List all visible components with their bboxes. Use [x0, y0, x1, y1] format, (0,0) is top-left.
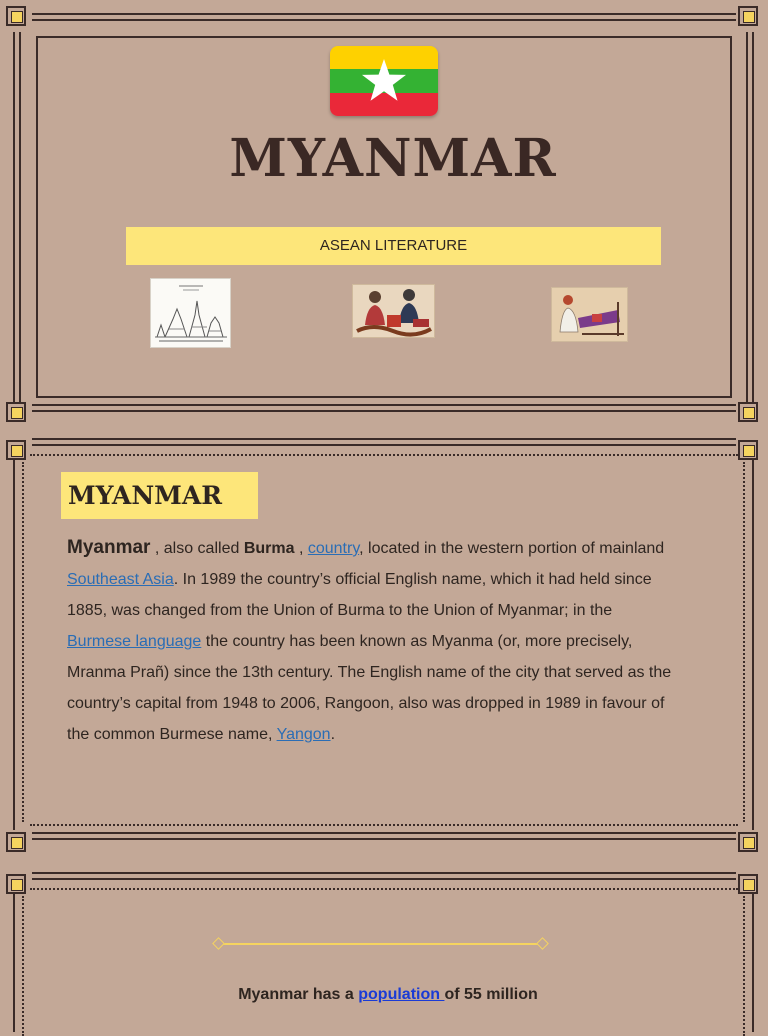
frame-outer-top [32, 13, 736, 15]
dotted-left [22, 462, 24, 822]
text-run: Myanmar has a [238, 986, 359, 1003]
frame-bottom [32, 838, 736, 840]
frame-top2 [32, 878, 736, 880]
banner-asean-literature: ASEAN LITERATURE [126, 227, 661, 265]
myanmar-flag-icon [330, 46, 438, 116]
link-southeast-asia[interactable]: Southeast Asia [67, 571, 174, 588]
link-population[interactable]: population [358, 986, 445, 1003]
frame-left [13, 892, 15, 1032]
frame-outer-bottom [32, 404, 736, 406]
frame-outer-right2 [752, 32, 754, 404]
corner-ornament [6, 440, 26, 460]
corner-ornament [6, 6, 26, 26]
link-yangon[interactable]: Yangon [276, 726, 331, 743]
dotted-right [743, 462, 745, 822]
frame-outer-left2 [19, 32, 21, 404]
corner-ornament [6, 874, 26, 894]
corner-ornament [6, 832, 26, 852]
country-name: Myanmar [67, 537, 151, 558]
text-run: . In 1989 the country’s official English name, which it had held since 1885, was changed from the Union of Burma to the Union of Myanmar; in the [67, 571, 652, 619]
frame-outer-right [746, 32, 748, 404]
dotted-top [30, 454, 738, 456]
dotted-top [30, 888, 738, 890]
weaver-at-loom-image [551, 287, 628, 342]
frame-top [32, 438, 736, 440]
text-run: . [330, 726, 336, 743]
alternate-name: Burma [243, 540, 295, 557]
frame-right [752, 892, 754, 1032]
frame-outer-top2 [32, 19, 736, 21]
link-country[interactable]: country [307, 540, 360, 557]
frame-right [752, 458, 754, 830]
flag-star-icon [361, 58, 407, 102]
corner-ornament [738, 440, 758, 460]
link-burmese-language[interactable]: Burmese language [67, 633, 202, 650]
population-text [0, 986, 768, 1004]
frame-bottom2 [32, 832, 736, 834]
frame-left [13, 458, 15, 830]
dotted-bottom [30, 824, 738, 826]
dotted-left [22, 896, 24, 1036]
text-run: of 55 million [444, 986, 538, 1003]
text-run: the country has been known as Myanma (or, more precisely, Mranma Prañ) since the 13th century. The English name of the city that served as the country’s capital from 1948 to 2006, Rangoon, also was dropped in 1989 in favour of the common Burmese name, [67, 633, 672, 743]
corner-ornament [738, 832, 758, 852]
text-run: , located in the western portion of mainland [359, 540, 665, 557]
text-run: , also called [150, 540, 244, 557]
corner-ornament [738, 6, 758, 26]
frame-outer-bottom2 [32, 410, 736, 412]
two-artisans-image [352, 284, 435, 338]
myanmar-temple-sketch-image [150, 278, 231, 348]
title-panel [0, 0, 768, 430]
corner-ornament [738, 402, 758, 422]
corner-ornament [738, 874, 758, 894]
frame-top [32, 872, 736, 874]
frame-outer-left [13, 32, 15, 404]
dotted-right [743, 896, 745, 1036]
corner-ornament [6, 402, 26, 422]
section-title: MYANMAR [61, 472, 258, 519]
text-run: , [294, 540, 308, 557]
page-title: MYANMAR [229, 128, 557, 189]
frame-top2 [32, 444, 736, 446]
ornamental-divider [217, 943, 543, 945]
article-paragraph [67, 532, 677, 750]
